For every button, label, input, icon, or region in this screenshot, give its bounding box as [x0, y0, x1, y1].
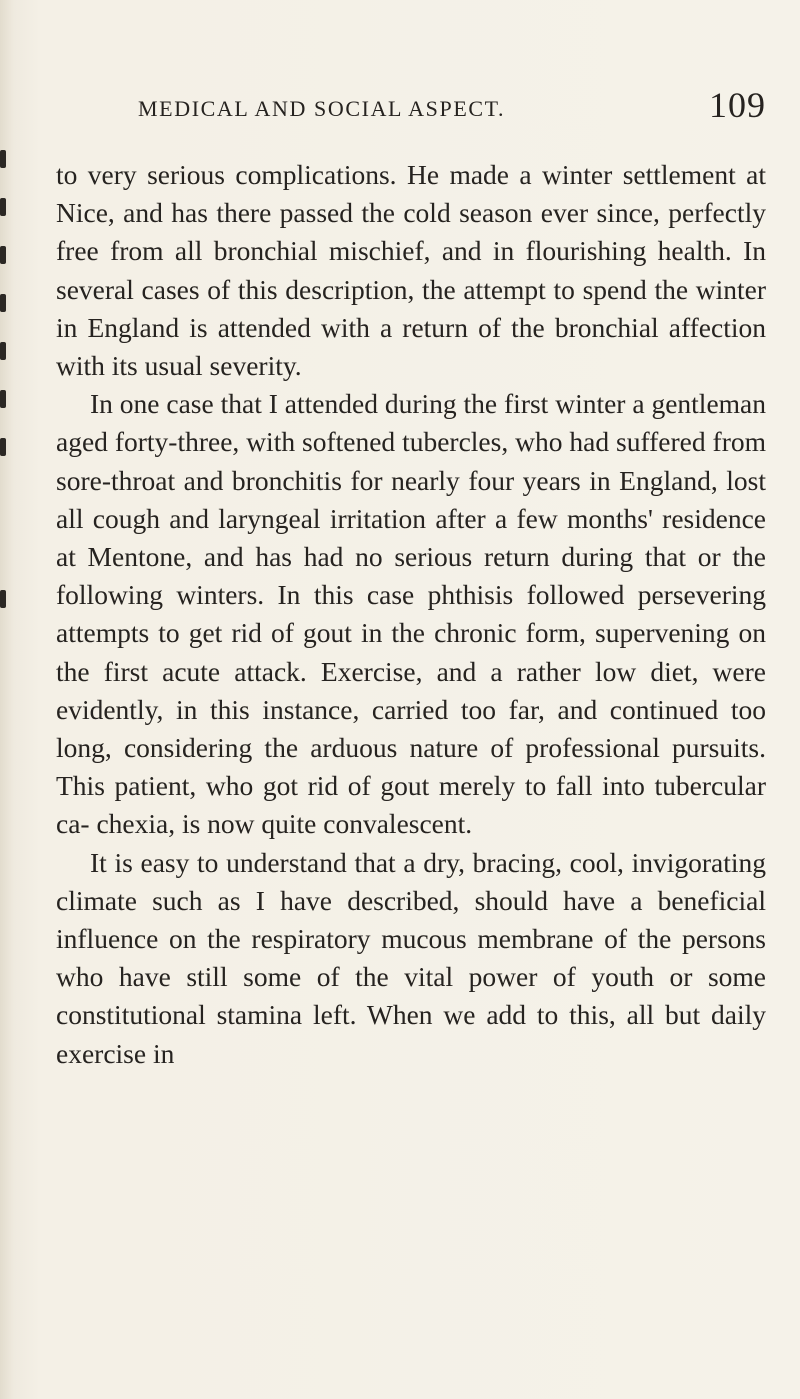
binding-mark: [0, 246, 6, 264]
binding-mark: [0, 198, 6, 216]
binding-mark: [0, 342, 6, 360]
paragraph-1: to very serious complications. He made a winter settlement at Nice, and has there passed the cold season ever since, perfectly free from all bronchial mischief, and in flourishing health. In several cases of this description, the attempt to spend the winter in England is attended with a return of the bronchial affection with its usual severity.: [56, 159, 766, 382]
binding-edge-marks: [0, 150, 10, 680]
page-number: 109: [709, 85, 766, 125]
page-header: [138, 84, 766, 136]
binding-mark: [0, 590, 6, 608]
paragraph-2: In one case that I attended during the first winter a gentleman aged forty-three, with softened tubercles, who had suffered from sore-throat and bronchitis for nearly four years in England, lost all cough and laryngeal irritation after a few months' residence at Mentone, and has had no serious return during that or the following winters. In this case phthisis followed persevering attempts to get rid of gout in the chronic form, supervening on the first acute attack. Exercise, and a rather low diet, were evidently, in this instance, carried too far, and continued too long, considering the arduous nature of professional pursuits. This patient, who got rid of gout merely to fall into tubercular ca- chexia, is now quite convalescent.: [56, 388, 766, 840]
paragraph-3: It is easy to understand that a dry, bracing, cool, invigorating climate such as I have described, should have a beneficial influence on the respiratory mucous membrane of the persons who have still some of the vital power of youth or some constitutional stamina left. When we add to this, all but daily exercise in: [56, 846, 766, 1069]
binding-mark: [0, 294, 6, 312]
binding-mark: [0, 438, 6, 456]
binding-mark: [0, 390, 6, 408]
running-head: MEDICAL AND SOCIAL ASPECT.: [138, 96, 506, 121]
binding-mark: [0, 150, 6, 168]
body-text: [56, 156, 766, 1073]
